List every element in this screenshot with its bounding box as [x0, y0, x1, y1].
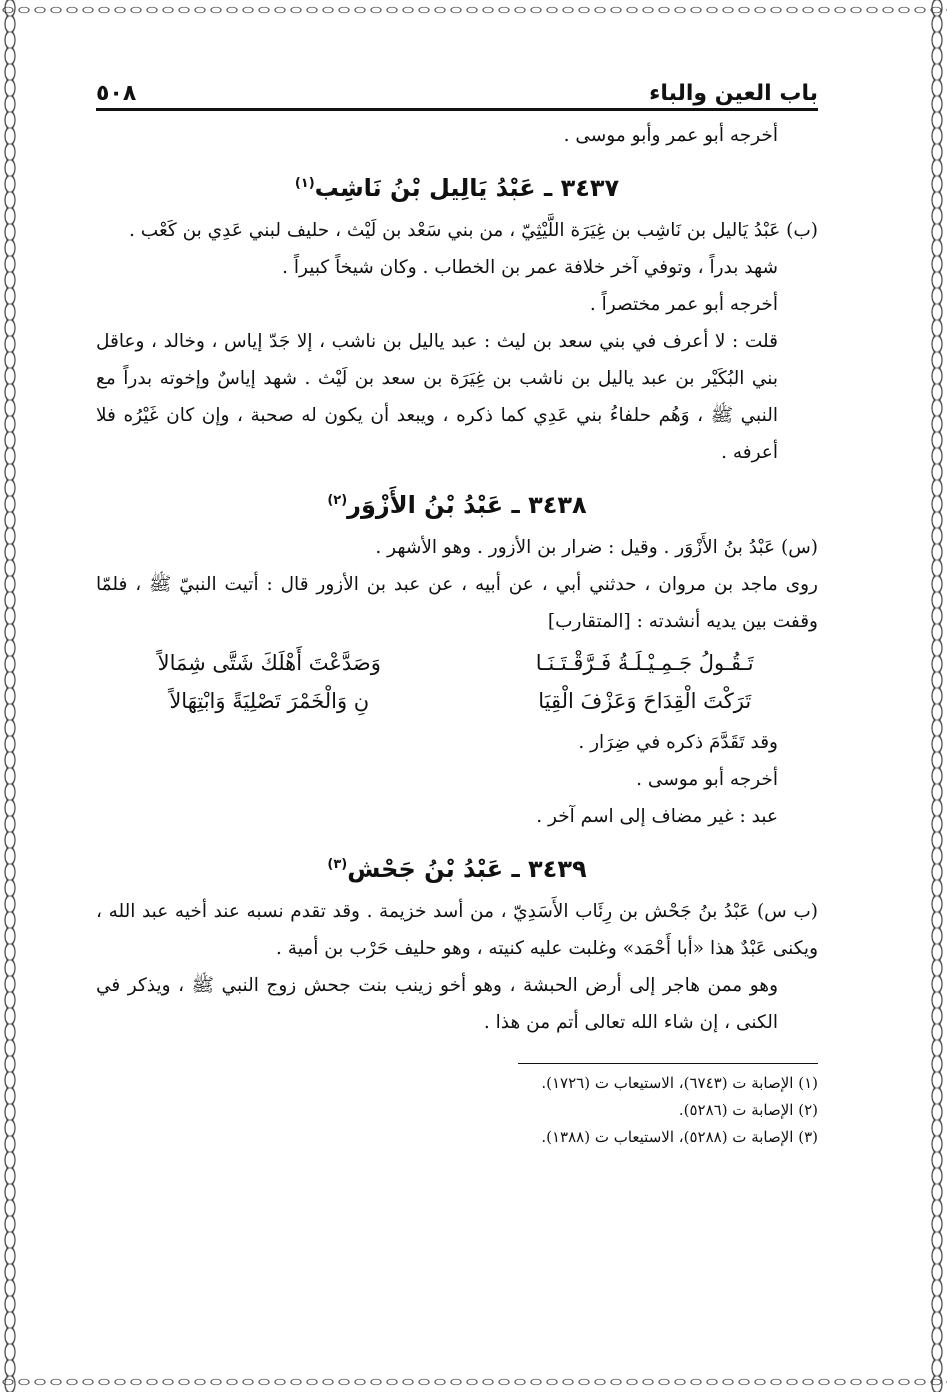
hemistich-second: وَصَدَّعْتَ أَهْلَكَ شَتَّى شِمَالاً	[157, 651, 381, 675]
ornamental-border-right	[927, 0, 947, 1392]
hemistich-first: تَـقُـولُ جَـمِـيْـلَـةُ فَـرَّقْـتَـنَـا	[535, 651, 754, 675]
footnote: (٣) الإصابة ت (٥٢٨٨)، الاستيعاب ت (١٣٨٨).	[541, 1128, 818, 1146]
ornamental-border-top	[0, 0, 947, 20]
section-title: باب العين والباء	[649, 81, 818, 106]
footnote-mark: (٣)	[327, 857, 348, 872]
intro-line: أخرجه أبو عمر وأبو موسى .	[563, 125, 778, 146]
poem-line	[96, 644, 818, 682]
ornamental-border-left	[0, 0, 20, 1392]
page-body	[96, 70, 818, 1151]
entry-paragraph: قلت : لا أعرف في بني سعد بن ليث : عبد ياليل بن ناشب ، إلا جَدّ إياس ، وخالد ، وعاقل بني البُكَيْر بن عبد ياليل بن ناشب بن غِيَرَة بن سعد بن لَيْث . شهد إياسٌ وإخوته بدراً مع النبي ﷺ ، وَهُم حلفاءُ بني عَدِي كما ذكره ، ويبعد أن يكون له صحبة ، وإن كان غَيْرُه فلا أعرفه .	[96, 331, 778, 463]
footnote-rule	[518, 1063, 818, 1064]
poem-line	[96, 682, 818, 720]
entry-paragraph: روى ماجد بن مروان ، حدثني أبي ، عن أبيه ، عن عبد بن الأزور قال : أتيت النبيّ ﷺ ، فلمّا وقفت بين يديه أنشدته : [المتقارب]	[96, 574, 818, 632]
entry-title: ٣٤٣٩ ـ عَبْدُ بْنُ جَحْش$^{(٣)}$	[327, 855, 587, 883]
entry-paragraph: (ب) عَبْدُ يَاليل بن نَاشِب بن غِيَرَة اللَّيْثِيّ ، من بني سَعْد بن لَيْث ، حليف لبني عَدِي بن كَعْب .	[129, 220, 818, 241]
entry-title: ٣٤٣٧ ـ عَبْدُ يَالِيل بْنُ نَاشِب$^{(١)}$	[294, 174, 620, 202]
footnotes	[96, 1070, 818, 1151]
poem	[96, 644, 818, 720]
entry-paragraph: عبد : غير مضاف إلى اسم آخر .	[536, 806, 778, 827]
entry-title: ٣٤٣٨ ـ عَبْدُ بْنُ الأَزْوَر$^{(٢)}$	[327, 491, 587, 519]
ornamental-border-bottom	[0, 1372, 947, 1392]
footnote-mark: (٢)	[327, 493, 348, 508]
hemistich-first: تَرَكْتَ الْقِدَاحَ وَعَزْفَ الْقِيَا	[538, 689, 752, 713]
entry-paragraph: وقد تَقَدَّمَ ذكره في ضِرَار .	[578, 732, 778, 753]
entry-paragraph: أخرجه أبو موسى .	[636, 769, 778, 790]
footnote: (٢) الإصابة ت (٥٢٨٦).	[678, 1101, 818, 1119]
entry-paragraph: وهو ممن هاجر إلى أرض الحبشة ، وهو أخو زينب بنت جحش زوج النبي ﷺ ، ويذكر في الكنى ، إن شاء الله تعالى أتم من هذا .	[96, 975, 778, 1033]
entry-paragraph: أخرجه أبو عمر مختصراً .	[589, 294, 778, 315]
entry-3439	[96, 845, 818, 1041]
page-number: ٥٠٨	[96, 81, 137, 106]
entry-paragraph: شهد بدراً ، وتوفي آخر خلافة عمر بن الخطاب . وكان شيخاً كبيراً .	[282, 257, 778, 278]
entry-paragraph: (ب س) عَبْدُ بنُ جَحْش بن رِئَاب الأَسَدِيّ ، من أسد خزيمة . وقد تقدم نسبه عند أخيه عبد الله ، ويكنى عَبْدٌ هذا «أبا أَحْمَد» وغلبت عليه كنيته ، وهو حليف حَرْب بن أمية .	[96, 901, 818, 959]
entry-paragraph: (س) عَبْدُ بنُ الأَزْوَر . وقيل : ضرار بن الأزور . وهو الأشهر .	[375, 537, 818, 558]
entry-3438	[96, 481, 818, 835]
footnote-mark: (١)	[294, 176, 315, 191]
running-header	[96, 70, 818, 106]
entry-3437	[96, 164, 818, 471]
footnote: (١) الإصابة ت (٦٧٤٣)، الاستيعاب ت (١٧٢٦).	[541, 1074, 818, 1092]
hemistich-second: نِ وَالْخَمْرَ تَصْلِيَةً وَابْتِهَالاً	[169, 689, 370, 713]
header-rule	[96, 108, 818, 111]
